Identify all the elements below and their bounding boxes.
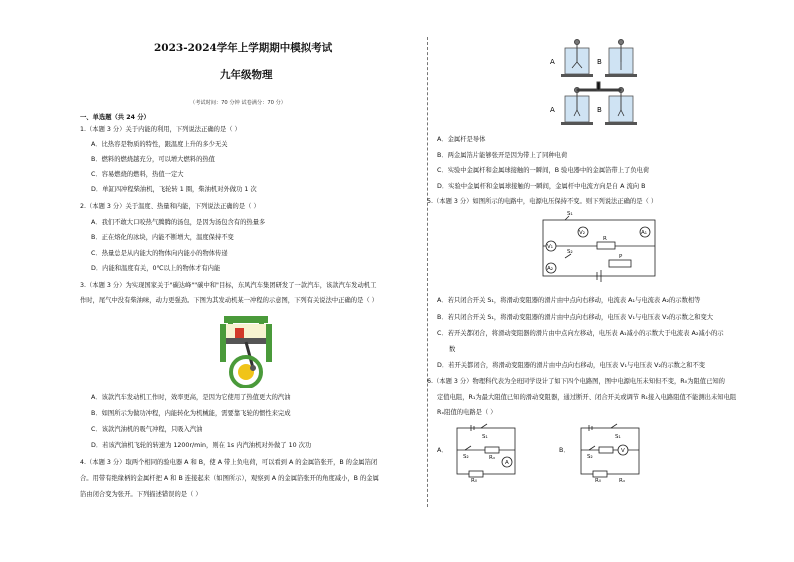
s1-label: S₁ (567, 211, 573, 217)
a1-label: A₁ (641, 230, 647, 236)
q2-option-d: D．内能和温度有关，0℃以上的物体才有内能 (91, 265, 221, 272)
q2-stem: 2.（本题 3 分）关于温度、热量和内能，下列说法正确的是（ ） (80, 203, 260, 210)
q6b-s2-label: S₂ (587, 454, 593, 460)
q6a-s1-label: S₁ (482, 434, 488, 440)
q5-option-c-line1: C．若开关都闭合，将滑动变阻器的滑片由中点向左移动，电压表 A₁减小的示数大于电流表 A₂减小的示 (437, 330, 724, 337)
q6-option-a-label: A． (437, 447, 448, 454)
q4-option-a: A．金属杆是导体 (437, 136, 486, 143)
q6-stem-line1: 6.（本题 3 分）物理科代表为全班同学设计了如下四个电路图，图中电源电压未知但不变，R₀为阻值已知的 (427, 378, 725, 385)
q5-circuit-figure (537, 210, 665, 290)
electroscope-figure (547, 38, 657, 130)
q6-circuit-b (575, 420, 645, 482)
q3-option-d: D．若该汽油机飞轮的转速为 1200r/min，则在 1s 内汽油机对外做了 10 次功 (91, 442, 312, 449)
q4-stem-line2: 合。用带有绝缘柄的金属杆把 A 和 B 连接起来（如图所示），观察到 A 的金属箔张开的角度减小，B 的金属 (80, 475, 379, 482)
q5-option-b: B．若只闭合开关 S₁，将滑动变阻器的滑片由中点向右移动，电压表 V₁与电压表 V₂的示数之和变大 (437, 314, 714, 321)
q2-option-c: C．热量总是从内能大的物体向内能小的物体传递 (91, 250, 228, 257)
q1-option-d: D．单缸四冲程柴油机，飞轮转 1 圈，柴油机对外做功 1 次 (91, 186, 257, 193)
q5-option-c-line2: 数 (449, 346, 456, 353)
q6-stem-line3: Rₓ阻值的电路是（ ） (437, 409, 497, 416)
p-label: P (619, 254, 623, 260)
q6b-s1-label: S₁ (615, 434, 621, 440)
exam-title: 2023-2024学年上学期期中模拟考试 (154, 42, 333, 54)
label-a-bottom: A (550, 106, 555, 114)
q6b-r0-label: R₀ (595, 478, 602, 482)
q4-option-b: B．两金属箔片能够张开是因为带上了同种电荷 (437, 152, 568, 159)
s2-label: S₂ (567, 249, 573, 255)
column-divider (427, 37, 429, 507)
label-b-bottom: B (597, 106, 602, 114)
q6b-rx-label: Rₓ (619, 478, 626, 482)
q6-stem-line2: 定值电阻，R₁为最大阻值已知的滑动变阻器，通过断开、闭合开关或调节 R₁接入电路阻值不能测出未知电阻 (437, 394, 737, 401)
q4-option-d: D．实验中金属杆和金属球接触的一瞬间，金属杆中电流方向是自 A 流向 B (437, 183, 646, 190)
q3-stem-line2: 作时，尾气中没有柴油味，动力更强劲。下图为其发动机某一冲程的示意图，下列有关说法中正确的是（ ） (80, 297, 378, 304)
engine-stroke-figure (215, 316, 277, 388)
q6a-ammeter-label: A (505, 460, 509, 466)
q1-stem: 1.（本题 3 分）关于内能的利用，下列说法正确的是（ ） (80, 126, 241, 133)
q6-option-b-label: B． (559, 447, 570, 454)
q2-option-a: A．我们不敢大口咬热气腾腾的汤包，是因为汤包含有的热量多 (91, 219, 266, 226)
q1-option-c: C．容易燃烧的燃料，热值一定大 (91, 171, 184, 178)
q3-stem-line1: 3.（本题 3 分）为实现国家关于"碳达峰""碳中和"目标，东风汽车集团研发了一款汽车，该款汽车发动机工 (80, 282, 377, 289)
v2-label: V₂ (579, 230, 585, 236)
q4-stem-line1: 4.（本题 3 分）取两个相同的验电器 A 和 B，使 A 带上负电荷，可以看到 A 的金属箔张开，B 的金属箔闭 (80, 459, 378, 466)
q3-option-a: A．该款汽车发动机工作时，效率更高，是因为它使用了热值更大的汽油 (91, 394, 291, 401)
label-b-top: B (597, 58, 602, 66)
q6a-s2-label: S₂ (463, 454, 469, 460)
q4-option-c: C．实验中金属杆和金属球接触的一瞬间，B 验电器中的金属箔带上了负电荷 (437, 167, 650, 174)
q6a-rx-label: Rₓ (489, 455, 496, 461)
q3-option-c: C．该款汽油机的吸气冲程，只吸入汽油 (91, 426, 203, 433)
r-label: R (603, 236, 607, 242)
q6a-r0-label: R₀ (471, 478, 478, 482)
exam-subtitle: 九年级物理 (220, 69, 273, 81)
a2-label: A₂ (547, 266, 553, 272)
q2-option-b: B．正在熔化的冰块，内能不断增大，温度保持不变 (91, 234, 234, 241)
label-a-top: A (550, 58, 555, 66)
q6-circuit-a (451, 420, 521, 482)
section-heading: 一、单选题（共 24 分） (80, 114, 150, 121)
q5-option-d: D．若开关都闭合，将滑动变阻器的滑片由中点向右移动，电压表 V₁与电压表 V₂的示数之和不变 (437, 362, 706, 369)
q1-option-a: A．比热容是物质的特性，跟温度上升的多少无关 (91, 141, 228, 148)
q1-option-b: B．燃料的燃烧越充分，可以增大燃料的热值 (91, 156, 215, 163)
q3-option-b: B．如图所示为做功冲程，内能转化为机械能，需要靠飞轮的惯性来完成 (91, 410, 291, 417)
v1-label: V₁ (547, 244, 553, 250)
exam-meta: （考试时间：70 分钟 试卷满分：70 分） (190, 100, 286, 106)
q5-option-a: A．若只闭合开关 S₁，将滑动变阻器的滑片由中点向右移动，电流表 A₁与电流表 A₂的示数相等 (437, 297, 701, 304)
q6b-voltmeter-label: V (621, 448, 625, 454)
q5-stem: 5.（本题 3 分）如图所示的电路中，电源电压保持不变。则下列说法正确的是（ ） (427, 198, 658, 205)
q4-stem-line3: 箔由闭合变为张开。下列描述错误的是（ ） (80, 491, 202, 498)
